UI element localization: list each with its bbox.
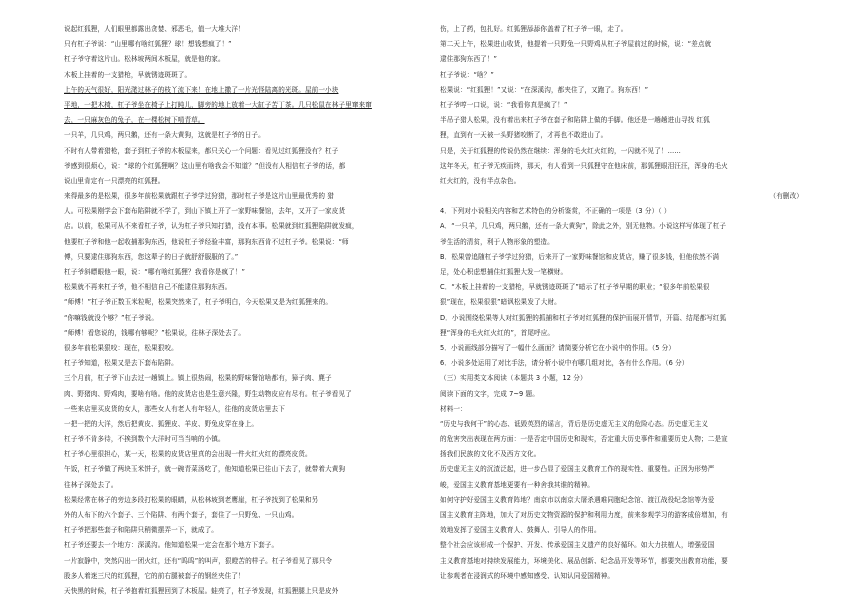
text-line: D．小说围绕松果等人对红狐狸的抓捕和杠子爷对红狐狸的保护而展开情节，开篇、结尾都写红狐 — [440, 313, 727, 322]
text-line: 狸，直到有一天被一头野猪咬断了，才再也不敢进山了。 — [440, 131, 608, 140]
text-line: 阅读下面的文字，完成 7~9 题。 — [440, 389, 539, 398]
text-line: 红火红的，没有半点杂色。 — [440, 176, 521, 185]
text-line: 国主义教育主阵地，加大了对历史文物资源的保护和利用力度，前来参观学习的游客成倍增加，有 — [440, 511, 728, 519]
text-line: 不时有人带着猎枪，套子到杠子爷的木板屋来，都只关心一个问题：看见过红狐狸没有？杠子 — [64, 146, 339, 155]
text-line: A．“一只羊，几只鸡，两只鹅，还有一条大黄狗”，除此之外，别无他物。小说这样写体现了杠子 — [440, 222, 727, 231]
text-line: “师傅！”杠子爷正数玉米粒呢，松果突然来了，杠子爷明白，今天松果又是为红狐狸来的。 — [64, 298, 333, 307]
text-line: 说起红狐狸，人们眼里都露出贪婪、邪恶毛，值一大堆大洋！ — [64, 25, 245, 33]
text-line: 材料一： — [440, 404, 467, 413]
text-line: B．松果曾追随杠子爷学过狩猎，后来开了一家野味餐馆和皮货店，赚了很多钱，但他依然不满 — [440, 252, 720, 261]
text-line: 狠”现在，松果很狠”暗讽松果发了大财。 — [440, 298, 561, 307]
text-line: 第二天上午，松果进山收货，他提着一只野兔一只野鸡从杠子爷屋前过的时候，说：“差点就 — [440, 40, 712, 49]
text-line: 杠子爷说：“啥？” — [440, 70, 494, 79]
text-line: 杠子爷把那些套子和陷阱只稍微摆弄一下，就成了。 — [64, 526, 218, 535]
text-line: “历史与我何干”的心态、诋毁英烈的谣言，背后是历史虚无主义的危险心态。历史虚无主义 — [440, 419, 709, 428]
text-line: 木板上挂着的一支猎枪，早就锈迹斑斑了。 — [64, 70, 192, 79]
text-line: 杠子爷知道，松果又是去下套布陷阱。 — [64, 359, 178, 368]
text-line: 杠子爷斜瞟眼他一眼，说：“哪有啥红狐狸？我看你是疯了！” — [64, 268, 246, 276]
text-line: 效地发挥了爱国主义教育人、鼓舞人、引导人的作用。 — [440, 526, 601, 535]
text-line: 人。可松果刚学会下套布陷阱就不学了，到山下镇上开了一家野味餐馆，去年，又开了一家皮货 — [64, 207, 346, 216]
left-column — [64, 22, 429, 599]
text-line: 股多人着迷三尺的红狐狸，它的前右腿被套子的钢丝夹住了！ — [64, 571, 245, 580]
text-line: 逮住那狗东西了！” — [440, 55, 498, 64]
text-line: 店。以前，松果可从不来看杠子爷，认为杠子爷只知打猎，没有本事。松果就到红狐狸陷阱就发疯， — [64, 222, 359, 231]
text-line: 5．小说画线部分描写了一幅什么画面？请简要分析它在小说中的作用。（5 分） — [440, 343, 676, 352]
text-line: 一把一把的大洋，然后把黄皮、狐狸皮、羊皮、野兔皮穿在身上。 — [64, 419, 259, 428]
text-line: 平地，一把木椅，杠子爷坐在椅子上打盹儿，脚旁的地上放着一大缸子苦丁茶。几只松鼠在林子里窜来窜 — [64, 100, 372, 109]
right-column — [440, 22, 805, 584]
text-line: 只有杠子爷说：“山里哪有啥红狐狸？球！想钱想疯了！” — [64, 40, 232, 49]
text-line: 去，一只麻灰色的兔子，在一棵松树下啃青草。 — [64, 116, 205, 125]
text-line: 6．小说多处运用了对比手法，请分析小说中有哪几组对比，各有什么作用。（6 分） — [440, 359, 689, 368]
text-line: 松果说：“红狐狸！”又说：“在深溪沟，都夹住了，又跑了。狗东西！” — [440, 85, 649, 94]
text-line: 杠子爷哼一口说，说：“我看你真是疯了！” — [440, 100, 568, 109]
text-line: 整个社会应该形成一个保护、开发、传承爱国主义遗产的良好循环。如大力扶植人，增强爱国 — [440, 541, 715, 550]
text-line: 爷感到很烦心，说：“球的个红狐狸啊？这山里有啥我会不知道？”但没有人相信杠子爷的话，都 — [64, 161, 346, 170]
text-line: 三个月前，杠子爷下山去过一趟镇上。镇上很热闹，松果的野味餐馆啥都有，獐子肉、麂子 — [64, 374, 332, 383]
text-line: “师傅！看您说的，钱哪有够呢？”松果说，往林子深处去了。 — [64, 328, 246, 337]
text-line: 杠子爷还要去一个地方：深溪沟。他知道松果一定会在那个地方下套子。 — [64, 541, 279, 550]
text-line: 松果就不再来杠子爷，他不相信自己不能逮住那狗东西。 — [64, 283, 232, 292]
text-line: 午饭，杠子爷做了两块玉米饼子，就一碗青菜汤吃了，他知道松果已往山下去了，就带着大黄狗 — [64, 465, 346, 474]
text-line: 往林子深处去了。 — [64, 480, 118, 489]
text-line: 峻，爱国主义教育基地更要有一种舍我其谁的精神。 — [440, 480, 594, 489]
text-line: 松果经常在林子的旁边多段打松果的眼睛，从松林坡到老鹰崖，杠子爷找到了松果和另 — [64, 495, 319, 504]
text-line: 主义教育基地对持续发展能力，环境美化、展品创新、纪念品开发等环节，都要突出教育功能，要 — [440, 556, 728, 565]
text-line: C．“木板上挂着的一支猎枪，早就锈迹斑斑了”暗示了杠子爷早期的职业；“很多年前松果很 — [440, 283, 710, 292]
text-line: 这年冬天，杠子爷无疾而终，那天，有人看到一只狐狸守在他床前，那狐狸眼泪汪汪，浑身的毛火 — [440, 161, 728, 170]
text-line: 爷生活的清贫，利于人物形象的塑造。 — [440, 237, 554, 246]
text-line: 一些来店里买皮货的女人，那些女人有老人有年轻人，往他的皮货店里去下 — [64, 404, 285, 413]
text-line: 杠子爷守着这片山。松林坡两间木板屋，就是他的家。 — [64, 55, 225, 64]
text-line: 半吊子猎人松果，没有着出来杠子爷在套子和陷阱上做的手脚。他还是一趟趟进山寻找 红狐 — [440, 116, 710, 125]
text-line: 让参观者在浸润式的环境中感知感受、认知认同爱国精神。 — [440, 571, 615, 580]
text-line: 上午的天气很好，阳光滗过林子的枝丫流下来！在地上撒了一片光怪陆离的光斑。屋前一小块 — [64, 85, 339, 94]
text-line: 杠子爷心里很担心，某一天，松果的皮货店里真的会出现一件火红火红的漂亮皮货。 — [64, 450, 312, 459]
text-line: 历史虚无主义的沉渣泛起，进一步凸显了爱国主义教育工作的现实性、重要性。正因为形势严 — [440, 465, 715, 474]
text-line: 他要杠子爷和他一起收捕那狗东西，他说杠子爷经验丰富，那狗东西肯不过杠子爷。松果说：“师 — [64, 237, 349, 246]
text-line: 来得最多的是松果，很多年前松果就跟杠子爷学过狩猎，那时杠子爷是这片山里最优秀的 猎 — [64, 192, 334, 201]
text-line: 天快黑的时候，杠子爷抱着红狐狸回到了木板屋。蛙亮了，杠子爷发现，红狐狸腿上只是皮外 — [64, 586, 339, 595]
text-line: 的危害突出表现在两方面：一是否定中国历史和现实，否定重大历史事件和重要历史人物；二是宣 — [440, 435, 728, 444]
text-line: 伤，上了药，包扎好。红狐狸舔舔你盖着了杠子爷一眼，走了。 — [440, 25, 628, 33]
text-line: 一片寂静中，突然闪出一团火红，还有“呜呜”的叫声，狠瞪苦的样子。杠子爷看见了那只令 — [64, 556, 333, 565]
text-line: 肉、野猪肉、野鸡肉，要啥有啥。他的皮货店也是生意兴隆，野生动物皮应有尽有。杠子爷看见了 — [64, 389, 352, 398]
text-line: “你嘛钱就没个够？”杠子爷说。 — [64, 313, 159, 322]
text-line: 一只羊，几只鸡，两只鹅，还有一条大黄狗，这就是杠子爷的日子。 — [64, 131, 265, 140]
text-line: 足，处心积虑想捕住红狐狸大发一笔横财。 — [440, 268, 568, 276]
text-line: 傅，只要逮住那狗东西，您这辈子的日子就舒舒服服的了。” — [64, 252, 239, 261]
text-line: 只是，关于红狐狸的传说仍然在继续：浑身的毛火红火红的，一闪就不见了！…… — [440, 146, 681, 155]
text-line: 很多年前松果狠咬：现在，松果狠咬。 — [64, 343, 178, 352]
text-line: （三）实用类文本阅读（本题共 3 小题，12 分） — [440, 374, 587, 383]
text-line: 4．下列对小说相关内容和艺术特色的分析鉴赏，不正确的一项是（3 分）（ ） — [440, 207, 671, 216]
text-line: 狸“浑身的毛火红火红的”，首尾呼应。 — [440, 328, 555, 337]
text-line: 如何守护好爱国主义教育阵地？南京市以南京大屠杀遇难同胞纪念馆、渡江战役纪念馆等为爱 — [440, 495, 715, 504]
text-line: 扬我们民族的文化不及西方文化。 — [440, 450, 541, 459]
text-line: 说山里肯定有一只漂亮的红狐狸。 — [64, 176, 165, 185]
text-line: 杠子爷不肯多待，不挨到数个大洋时可当当响的小镇。 — [64, 435, 225, 444]
text-line: 外的人布下的六个套子、三个陷阱、有两个套子，套住了一只野兔、一只山鸡。 — [64, 511, 299, 519]
text-line: （有删改） — [769, 192, 803, 201]
